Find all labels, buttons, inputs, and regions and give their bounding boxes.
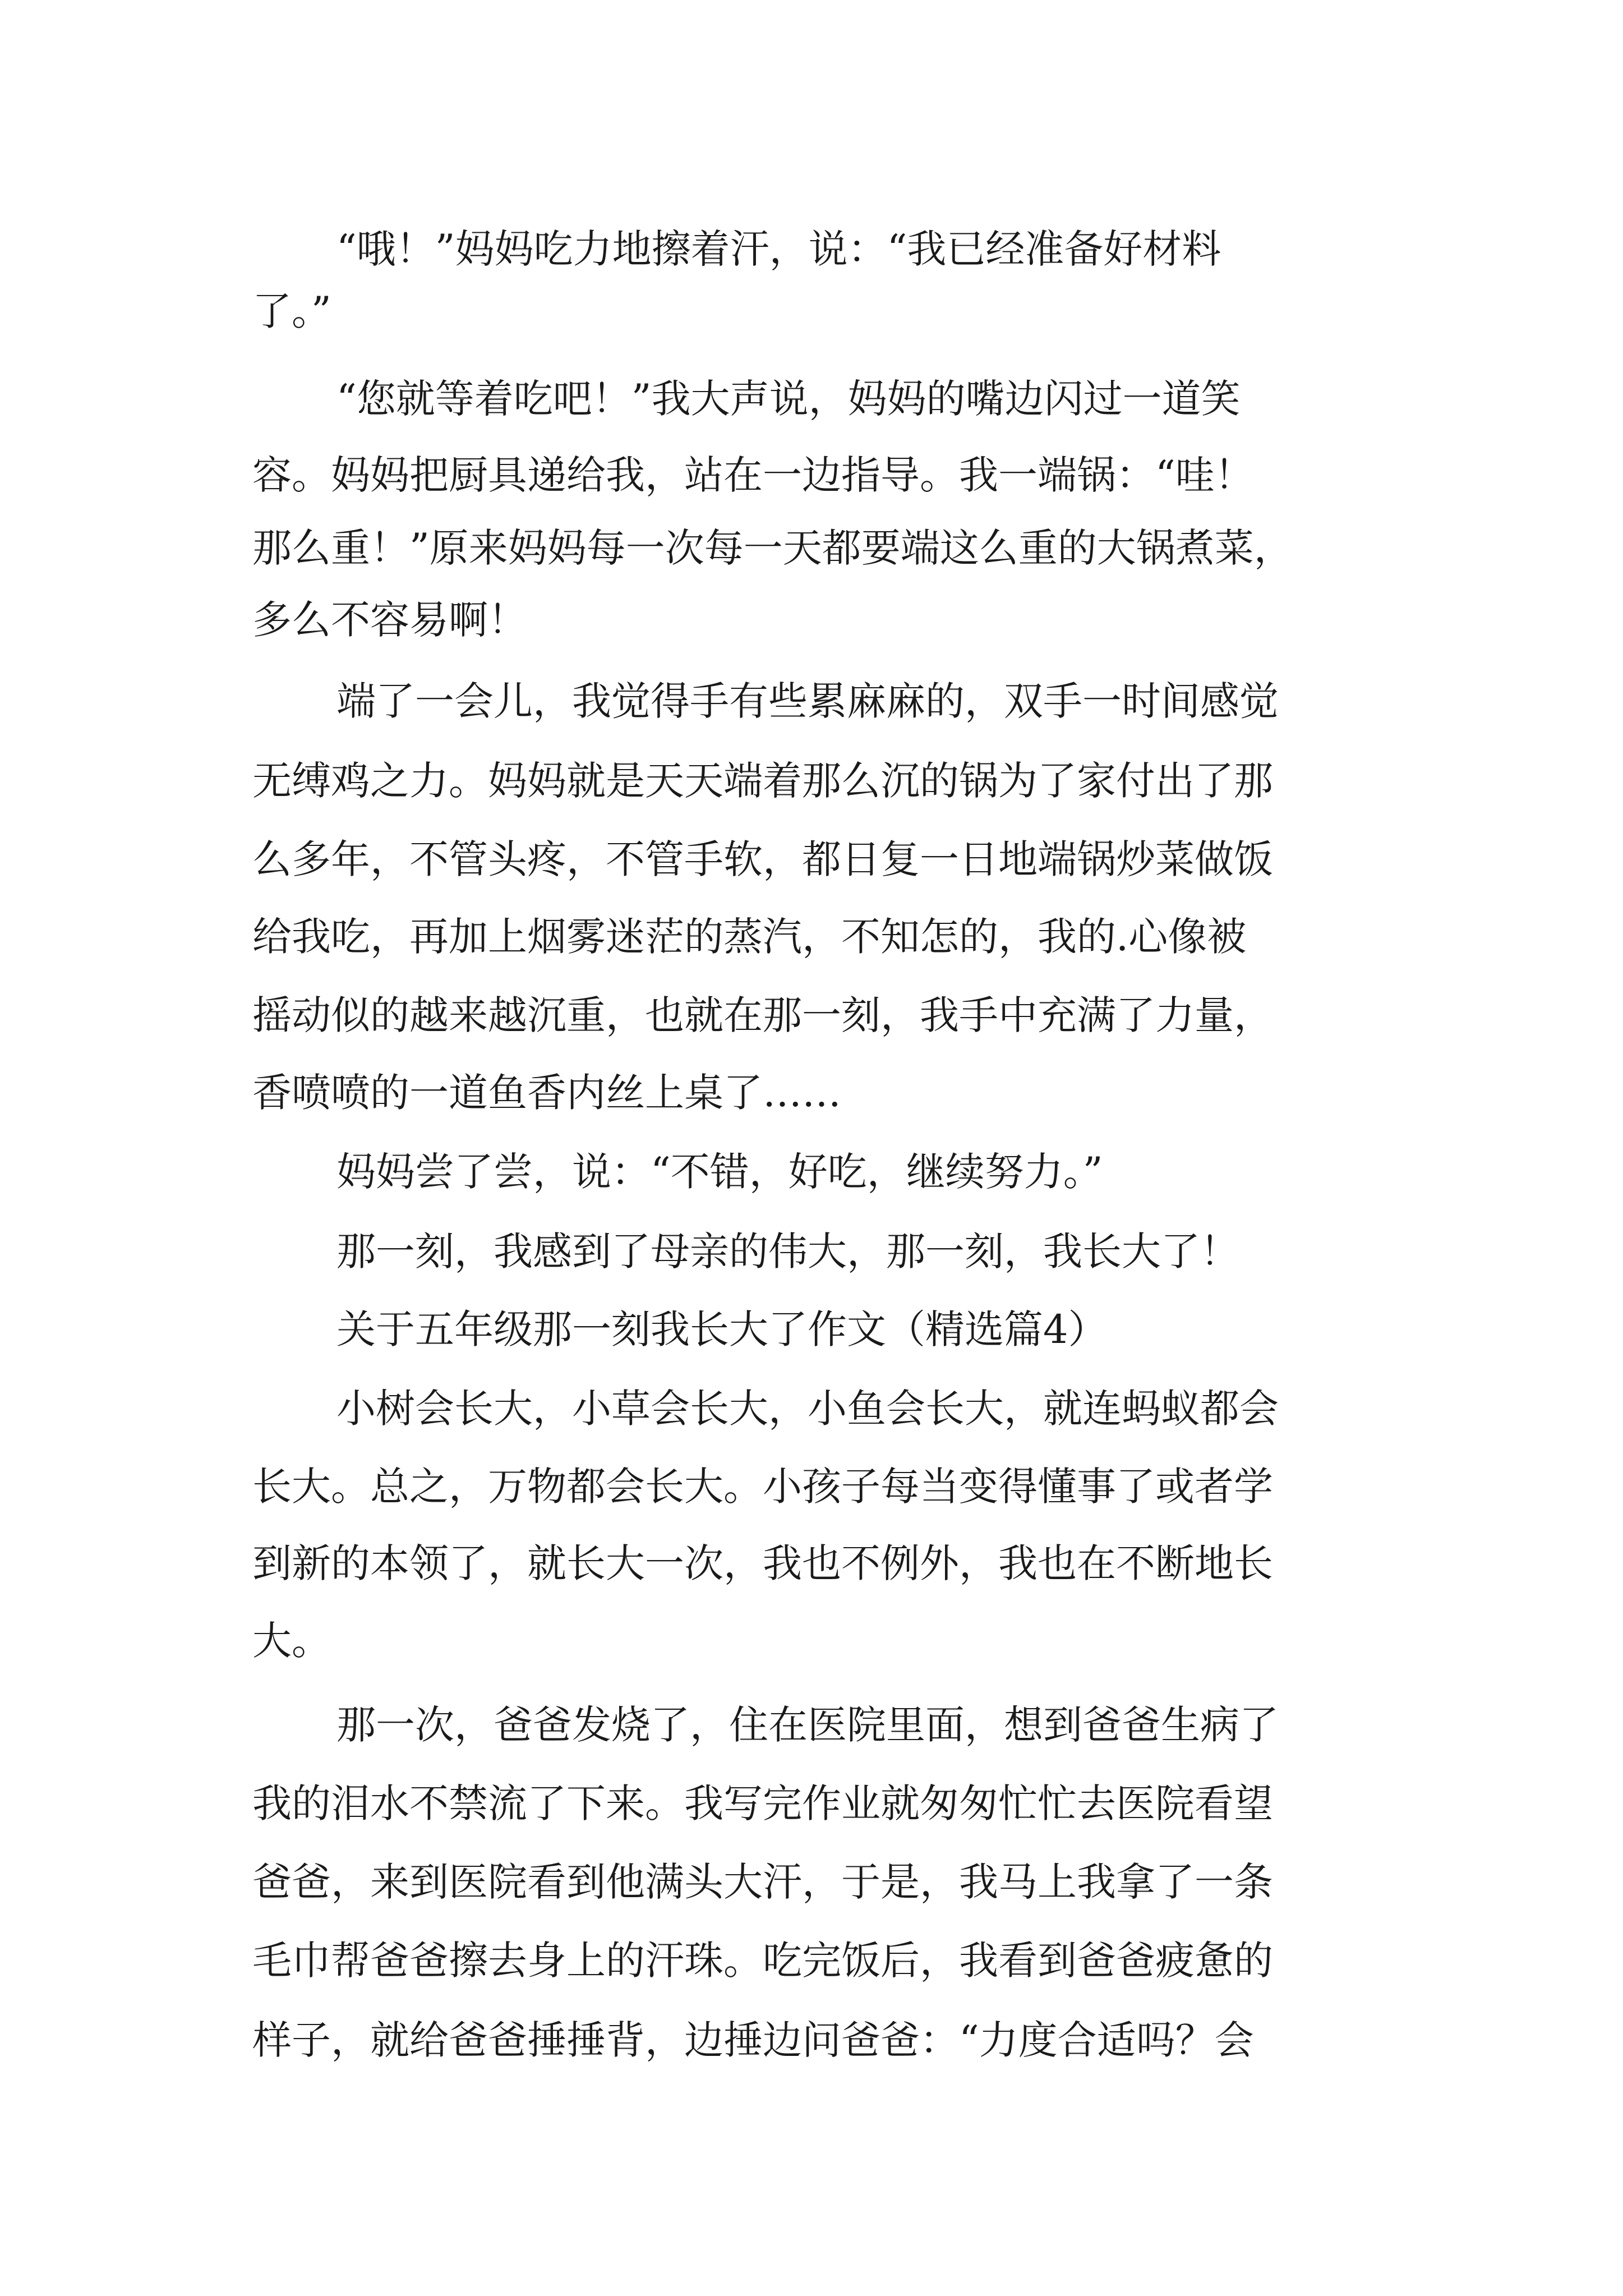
paragraph-line: 毛巾帮爸爸擦去身上的汗珠。吃完饭后，我看到爸爸疲惫的: [252, 1938, 1273, 1984]
paragraph-line: 小树会长大，小草会长大，小鱼会长大，就连蚂蚁都会: [336, 1386, 1279, 1432]
paragraph-line: “您就等着吃吧！”我大声说，妈妈的嘴边闪过一道笑: [336, 376, 1241, 422]
paragraph-line: 那么重！”原来妈妈每一次每一天都要端这么重的大锅煮菜，: [252, 525, 1293, 571]
paragraph-line: 香喷喷的一道鱼香内丝上桌了……: [252, 1070, 841, 1116]
paragraph-line: 么多年，不管头疼，不管手软，都日复一日地端锅炒菜做饭: [252, 836, 1273, 882]
paragraph-line: 无缚鸡之力。妈妈就是天天端着那么沉的锅为了家付出了那: [252, 758, 1273, 804]
paragraph-line: 到新的本领了，就长大一次，我也不例外，我也在不断地长: [252, 1540, 1273, 1586]
paragraph-line: 我的泪水不禁流了下来。我写完作业就匆匆忙忙去医院看望: [252, 1780, 1273, 1826]
paragraph-line: 爸爸，来到医院看到他满头大汗，于是，我马上我拿了一条: [252, 1859, 1273, 1905]
paragraph-line: 摇动似的越来越沉重，也就在那一刻，我手中充满了力量，: [252, 992, 1273, 1038]
paragraph-line: 多么不容易啊！: [252, 597, 527, 643]
paragraph-line: 样子，就给爸爸捶捶背，边捶边问爸爸：“力度合适吗？会: [252, 2017, 1254, 2063]
paragraph-line: 妈妈尝了尝，说：“不错，好吃，继续努力。”: [336, 1149, 1103, 1195]
paragraph-line: 了。”: [252, 288, 331, 334]
paragraph-line: 长大。总之，万物都会长大。小孩子每当变得懂事了或者学: [252, 1464, 1273, 1510]
paragraph-line: 大。: [252, 1618, 331, 1664]
paragraph-line: 容。妈妈把厨具递给我，站在一边指导。我一端锅：“哇！: [252, 452, 1254, 498]
paragraph-line: 那一次，爸爸发烧了，住在医院里面，想到爸爸生病了: [336, 1702, 1279, 1748]
paragraph-line: “哦！”妈妈吃力地擦着汗，说：“我已经准备好材料: [336, 226, 1221, 272]
paragraph-line: 那一刻，我感到了母亲的伟大，那一刻，我长大了！: [336, 1228, 1239, 1274]
paragraph-line: 给我吃，再加上烟雾迷茫的蒸汽，不知怎的，我的.心像被: [252, 914, 1247, 960]
section-heading: 关于五年级那一刻我长大了作文（精选篇4）: [336, 1306, 1108, 1352]
paragraph-line: 端了一会儿，我觉得手有些累麻麻的，双手一时间感觉: [336, 678, 1279, 724]
